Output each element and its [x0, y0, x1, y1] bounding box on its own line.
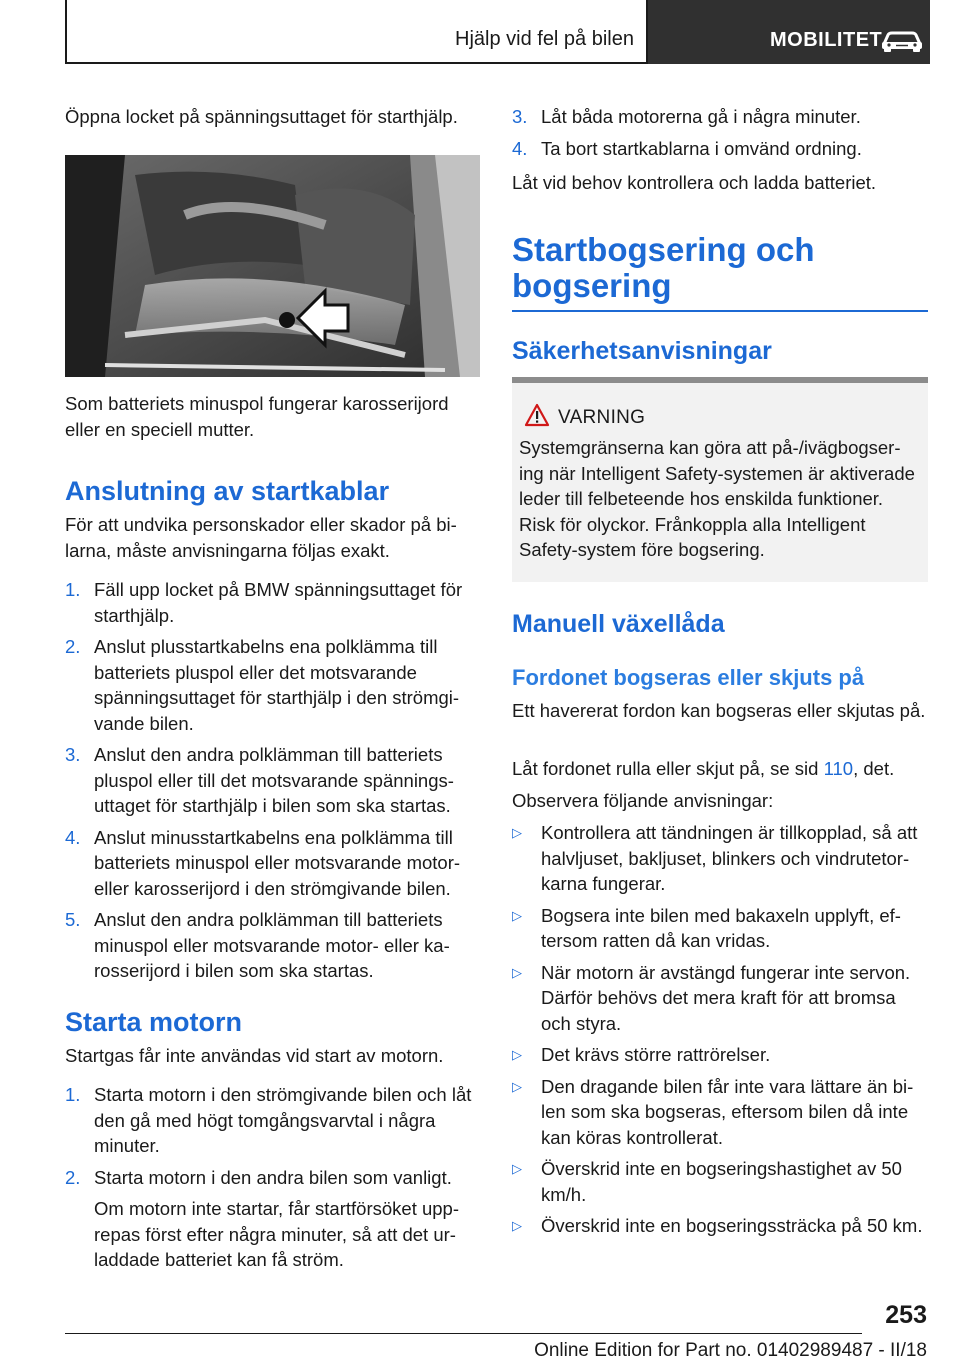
heading-manual-gearbox: Manuell växellåda: [512, 610, 725, 638]
warning-text: Systemgränserna kan göra att på-/ivägbogsering när Intelligent Safety-systemen är aktiverade leder till felbeteende hos enskilda funktioner. Risk för olyckor. Frånkoppla alla Intelligent Safety-system före bogsering.: [519, 437, 915, 560]
list-item: [512, 1074, 928, 1151]
photo-caption: Som batteriets minuspol fungerar karosserijord eller en speciell mutter.: [65, 393, 449, 440]
step-number: 1.: [65, 1084, 81, 1105]
pushed-paragraph-3: Observera följande anvisningar:: [512, 790, 774, 811]
step-number: 5.: [65, 909, 81, 930]
chapter-tab-label: MOBILITET: [770, 29, 883, 51]
step-number: 2.: [65, 636, 81, 657]
list-item: [512, 1156, 928, 1207]
list-item: [512, 104, 928, 130]
heading-rule: [512, 310, 928, 312]
start-steps: [65, 1082, 480, 1273]
list-item: [65, 907, 480, 984]
step-text: Anslut minusstartkabelns ena polklämma till batteriets minuspol eller motsvarande motor- eller karosserijord i den strömgivande bilen.: [94, 826, 461, 899]
step-text: Anslut den andra polklämman till batteriets pluspol eller till det motsvarande spänningsuttaget för starthjälp i bilen som ska startas.: [94, 744, 454, 816]
triangle-bullet-icon: ▷: [512, 1078, 522, 1094]
warning-title: VARNING: [558, 407, 646, 428]
step-text: Låt båda motorerna gå i några minuter.: [541, 106, 861, 127]
list-item: [65, 1165, 480, 1191]
after-steps-text: Låt vid behov kontrollera och ladda batteriet.: [512, 172, 877, 193]
warning-box: [512, 377, 928, 582]
edition-line: Online Edition for Part no. 01402989487 - II/18: [534, 1340, 927, 1361]
list-item: [65, 634, 480, 736]
chapter-tab[interactable]: [648, 0, 930, 64]
step-number: 3.: [65, 744, 81, 765]
step-text: Ta bort startkablarna i omvänd ordning.: [541, 137, 862, 159]
list-item: [65, 742, 480, 819]
step-number: 1.: [65, 579, 81, 600]
step-text: Fäll upp locket på BMW spänningsuttaget för starthjälp.: [94, 579, 463, 626]
step-text: Anslut den andra polklämman till batteriets minuspol eller motsvarande motor- eller karosserijord i bilen som ska startas.: [94, 909, 450, 981]
list-item: [512, 960, 928, 1037]
connect-steps: [65, 577, 480, 984]
step-continuation: Om motorn inte startar, får startförsöket upprepas först efter några minuter, så att det urladdade batteriet kan få ström.: [94, 1198, 460, 1270]
bullet-text: När motorn är avstängd fungerar inte servon. Därför behövs det mera kraft för att bromsa och styra.: [541, 961, 911, 1034]
bullet-text: Överskrid inte en bogseringssträcka på 50 km.: [541, 1215, 923, 1236]
start-intro: Startgas får inte användas vid start av motorn.: [65, 1045, 444, 1066]
step-text: Starta motorn i den andra bilen som vanligt.: [94, 1166, 452, 1188]
bullet-text: Kontrollera att tändningen är tillkopplad, så att halvljuset, bakljuset, blinkers och vindrutetorkarna fungerar.: [541, 822, 918, 894]
pushed-paragraph-1: Ett havererat fordon kan bogseras eller skjutas på.: [512, 700, 926, 721]
triangle-bullet-icon: ▷: [512, 1047, 522, 1062]
start-steps-continued: [512, 104, 928, 161]
triangle-bullet-icon: ▷: [512, 825, 522, 840]
footer-rule: [65, 1333, 862, 1334]
car-icon: [880, 30, 924, 52]
towing-instructions: [512, 820, 928, 1239]
intro-text: Öppna locket på spänningsuttaget för starthjälp.: [65, 106, 458, 127]
step-text: Anslut plusstartkabelns ena polklämma till batteriets pluspol eller det motsvarande spänningsuttaget för starthjälp i den strömgivande bilen.: [94, 636, 460, 734]
step-number: 4.: [512, 137, 528, 159]
list-item: [65, 1082, 480, 1159]
heading-start-engine: Starta motorn: [65, 1007, 243, 1037]
warning-triangle-icon: [524, 403, 550, 427]
triangle-bullet-icon: ▷: [512, 907, 522, 923]
step-number: 3.: [512, 106, 528, 127]
triangle-bullet-icon: ▷: [512, 1218, 522, 1233]
triangle-bullet-icon: ▷: [512, 1161, 522, 1176]
connect-intro: För att undvika personskador eller skador på bilarna, måste anvisningarna följas exakt.: [65, 514, 457, 561]
page-reference-link[interactable]: 110: [823, 758, 854, 779]
heading-safety: Säkerhetsanvisningar: [512, 337, 772, 365]
pushed-text-pre: Låt fordonet rulla eller skjut på, se sid: [512, 758, 824, 779]
pushed-paragraph-2: [512, 756, 928, 782]
list-item: [65, 577, 480, 628]
list-item: [65, 825, 480, 902]
list-item: [512, 1042, 928, 1068]
engine-bay-illustration: [65, 155, 480, 377]
step-number: 2.: [65, 1166, 81, 1188]
pushed-text-post: , det.: [853, 758, 895, 779]
section-title: Hjälp vid fel på bilen: [455, 28, 634, 50]
list-item: [512, 820, 928, 897]
list-item: [512, 903, 928, 954]
triangle-bullet-icon: ▷: [512, 964, 522, 980]
list-item: [512, 1213, 928, 1239]
bullet-text: Den dragande bilen får inte vara lättare än bilen som ska bogseras, eftersom bilen då inte kan köras kontrollerat.: [541, 1075, 914, 1148]
step-number: 4.: [65, 826, 81, 848]
step-text: Starta motorn i den strömgivande bilen och låt den gå med högt tomgångsvarvtal i några minuter.: [94, 1084, 472, 1156]
heading-connect-cables: Anslutning av startkablar: [65, 476, 390, 506]
list-item: [512, 136, 928, 162]
bullet-text: Överskrid inte en bogseringshastighet av 50 km/h.: [541, 1158, 902, 1205]
heading-towed-or-pushed: Fordonet bogseras eller skjuts på: [512, 665, 865, 690]
engine-bay-photo: [65, 155, 480, 377]
heading-towing: Startbogsering och bogsering: [512, 231, 815, 304]
bullet-text: Bogsera inte bilen med bakaxeln upplyft, eftersom ratten då kan vridas.: [541, 904, 901, 951]
page-number: 253: [885, 1301, 927, 1329]
bullet-text: Det krävs större rattrörelser.: [541, 1044, 771, 1065]
